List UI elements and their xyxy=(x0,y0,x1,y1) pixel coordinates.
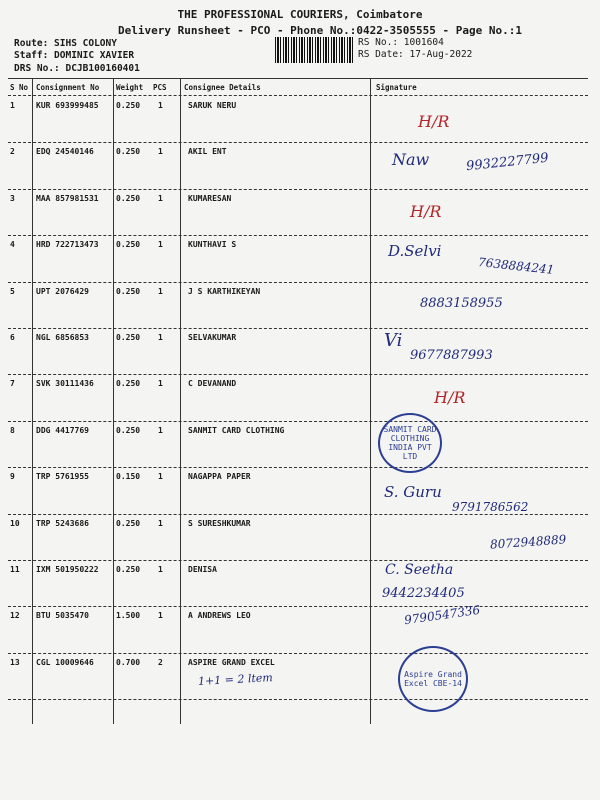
staff-label: Staff: DOMINIC XAVIER xyxy=(14,50,135,61)
route-label: Route: SIHS COLONY xyxy=(14,38,117,49)
row-consignee: J S KARTHIKEYAN xyxy=(188,286,261,296)
handwritten-phone: 9791786562 xyxy=(452,500,529,514)
drs-number: DRS No.: DCJB100160401 xyxy=(14,63,140,74)
row-weight: 0.250 xyxy=(116,379,141,389)
row-consignee: SANMIT CARD CLOTHING xyxy=(188,425,285,435)
row-consignment-no: IXM 501950222 xyxy=(36,565,99,574)
row-pcs: 1 xyxy=(158,240,163,250)
row-divider xyxy=(8,467,588,468)
col-header-signature: Signature xyxy=(376,83,417,92)
row-weight: 0.250 xyxy=(116,286,141,296)
row-divider xyxy=(8,189,588,190)
signature: Vi xyxy=(384,330,403,351)
column-divider xyxy=(180,79,181,724)
row-sno: 3 xyxy=(10,193,15,203)
row-divider xyxy=(8,235,588,236)
row-pcs: 1 xyxy=(158,425,163,435)
row-consignee: S SURESHKUMAR xyxy=(188,518,251,528)
row-consignment-no: DDG 4417769 xyxy=(36,425,89,435)
row-divider xyxy=(8,560,588,561)
col-header-pcs: PCS xyxy=(153,83,167,92)
signature: Naw xyxy=(392,150,430,169)
row-sno: 5 xyxy=(10,286,15,296)
row-divider xyxy=(8,421,588,422)
row-consignment-no: EDQ 24540146 xyxy=(36,147,94,157)
row-divider xyxy=(8,282,588,283)
col-header-consignee: Consignee Details xyxy=(184,83,261,92)
column-divider xyxy=(370,79,371,724)
row-weight: 0.250 xyxy=(116,240,141,250)
row-pcs: 1 xyxy=(158,147,163,157)
handwritten-phone: 9932227799 xyxy=(465,150,550,175)
handwritten-phone: 9442234405 xyxy=(382,586,465,601)
row-weight: 0.250 xyxy=(116,193,141,203)
row-pcs: 1 xyxy=(158,101,163,110)
row-weight: 0.150 xyxy=(116,472,141,482)
row-weight: 0.250 xyxy=(116,425,141,435)
barcode-icon xyxy=(275,37,353,63)
company-stamp: SANMIT CARD CLOTHING INDIA PVT LTD xyxy=(378,413,442,473)
row-consignment-no: TRP 5761955 xyxy=(36,472,89,482)
signature: S. Guru xyxy=(384,483,442,501)
header-divider xyxy=(8,95,588,96)
col-header-consignment: Consignment No xyxy=(36,83,100,92)
row-pcs: 1 xyxy=(158,193,163,203)
row-consignment-no: UPT 2076429 xyxy=(36,286,89,296)
row-divider xyxy=(8,606,588,607)
row-consignment-no: KUR 693999485 xyxy=(36,101,99,110)
row-consignment-no: TRP 5243686 xyxy=(36,518,89,528)
row-sno: 9 xyxy=(10,472,15,482)
row-consignee: ASPIRE GRAND EXCEL xyxy=(188,657,275,667)
row-consignment-no: CGL 10009646 xyxy=(36,657,94,667)
column-divider xyxy=(32,79,33,724)
row-sno: 1 xyxy=(10,101,15,110)
row-consignment-no: SVK 30111436 xyxy=(36,379,94,389)
row-weight: 0.250 xyxy=(116,101,141,110)
hr-mark: H/R xyxy=(418,112,450,131)
row-divider xyxy=(8,328,588,329)
row-divider xyxy=(8,653,588,654)
table-top-border xyxy=(8,78,588,79)
col-header-weight: Weight xyxy=(116,83,144,92)
row-weight: 0.250 xyxy=(116,565,141,574)
row-consignee: SELVAKUMAR xyxy=(188,333,237,342)
row-sno: 10 xyxy=(10,518,20,528)
row-pcs: 1 xyxy=(158,565,163,574)
row-pcs: 1 xyxy=(158,472,163,482)
row-consignment-no: MAA 857981531 xyxy=(36,193,99,203)
handwritten-phone: 7638884241 xyxy=(477,255,555,277)
row-consignee: DENISA xyxy=(188,565,217,574)
row-weight: 1.500 xyxy=(116,611,141,621)
row-sno: 6 xyxy=(10,333,15,342)
row-consignee: A ANDREWS LEO xyxy=(188,611,251,621)
row-sno: 7 xyxy=(10,379,15,389)
row-weight: 0.250 xyxy=(116,518,141,528)
row-divider xyxy=(8,374,588,375)
hr-mark: H/R xyxy=(434,388,466,407)
row-weight: 0.250 xyxy=(116,147,141,157)
company-title: THE PROFESSIONAL COURIERS, Coimbatore xyxy=(177,8,423,21)
row-pcs: 1 xyxy=(158,611,163,621)
rs-date: RS Date: 17-Aug-2022 xyxy=(358,49,473,60)
row-consignee: KUNTHAVI S xyxy=(188,240,237,250)
handwritten-phone: 8072948889 xyxy=(489,532,567,552)
handwritten-phone: 8883158955 xyxy=(420,296,503,311)
row-pcs: 1 xyxy=(158,286,163,296)
column-divider xyxy=(113,79,114,724)
row-divider xyxy=(8,142,588,143)
row-consignment-no: BTU 5035470 xyxy=(36,611,89,621)
company-stamp: Aspire Grand Excel CBE-14 xyxy=(398,646,468,712)
row-sno: 4 xyxy=(10,240,15,250)
row-sno: 13 xyxy=(10,657,20,667)
handwritten-note: 1+1 = 2 ltem xyxy=(197,671,274,688)
row-consignment-no: HRD 722713473 xyxy=(36,240,99,250)
row-pcs: 1 xyxy=(158,518,163,528)
row-sno: 2 xyxy=(10,147,15,157)
row-pcs: 2 xyxy=(158,657,163,667)
hr-mark: H/R xyxy=(410,202,442,221)
row-divider xyxy=(8,699,588,700)
row-sno: 12 xyxy=(10,611,20,621)
row-consignee: AKIL ENT xyxy=(188,147,227,157)
handwritten-phone: 9790547336 xyxy=(403,602,481,628)
handwritten-phone: 9677887993 xyxy=(410,348,493,363)
signature: D.Selvi xyxy=(388,242,442,260)
row-weight: 0.250 xyxy=(116,333,141,342)
row-consignee: KUMARESAN xyxy=(188,193,232,203)
runsheet-subtitle: Delivery Runsheet - PCO - Phone No.:0422-3505555 - Page No.:1 xyxy=(118,24,522,37)
row-consignee: SARUK NERU xyxy=(188,101,237,110)
col-header-sno: S No xyxy=(10,83,29,92)
row-sno: 8 xyxy=(10,425,15,435)
row-sno: 11 xyxy=(10,565,20,574)
row-pcs: 1 xyxy=(158,379,163,389)
rs-number: RS No.: 1001604 xyxy=(358,37,444,48)
row-weight: 0.700 xyxy=(116,657,141,667)
row-consignee: NAGAPPA PAPER xyxy=(188,472,251,482)
row-pcs: 1 xyxy=(158,333,163,342)
row-consignment-no: NGL 6856853 xyxy=(36,333,89,342)
row-consignee: C DEVANAND xyxy=(188,379,237,389)
signature: C. Seetha xyxy=(385,562,454,578)
